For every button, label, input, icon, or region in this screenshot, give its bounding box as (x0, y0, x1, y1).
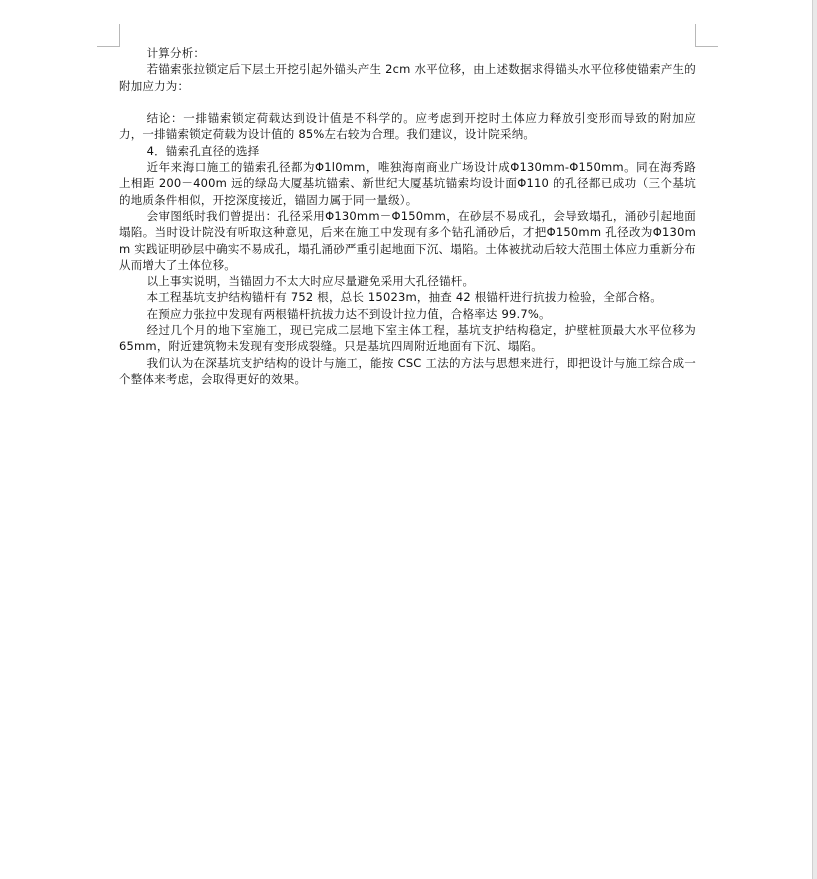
paragraph-summary-facts: 以上事实说明，当锚固力不太大时应尽量避免采用大孔径锚杆。 (146, 274, 475, 289)
paragraph-haikou-holes: 近年来海口施工的锚索孔径都为Φ1l0mm，唯独海南商业广场设计成Φ130mm-Φ150mm。同在海秀路上相距 200－400m 远的绿岛大厦基坑锚索、新世纪大厦基坑锚索均设计面Φ110 的孔径都已成功（三个基坑的地质条件相似，开挖深度接近，锚固力属于同一量级）。 (119, 160, 696, 207)
paragraph-csc-method: 我们认为在深基坑支护结构的设计与施工，能按 CSC 工法的方法与思想来进行，即把设计与施工综合成一个整体来考虑，会取得更好的效果。 (119, 355, 696, 386)
margin-corner-mark-right (695, 24, 718, 47)
paragraph-displacement: 若锚索张拉锁定后下层土开挖引起外锚头产生 2cm 水平位移，由上述数据求得锚头水平位移使锚索产生的附加应力为： (119, 62, 696, 93)
document-body[interactable] (119, 45, 696, 387)
paragraph-calc-heading: 计算分析： (146, 46, 206, 60)
paragraph-anchor-count: 本工程基坑支护结构锚杆有 752 根，总长 15023m，抽查 42 根锚杆进行抗拔力检验，全部合格。 (146, 290, 662, 305)
paragraph-blank (119, 94, 696, 110)
paragraph-basement-progress: 经过几个月的地下室施工，现已完成二层地下室主体工程，基坑支护结构稳定，护壁桩顶最大水平位移为 65mm，附近建筑物未发现有变形成裂缝。只是基坑四周附近地面有下沉、塌陷。 (119, 323, 696, 354)
window-right-edge (812, 0, 817, 879)
section-heading-hole-diameter: 4．锚索孔直径的选择 (146, 143, 260, 158)
paragraph-design-review: 会审图纸时我们曾提出：孔径采用Φ130mm－Φ150mm，在砂层不易成孔，会导致塌孔，涌砂引起地面塌陷。当时设计院没有听取这种意见，后来在施工中发现有多个钻孔涌砂后，才把Φ150mm 孔径改为Φ130mm 实践证明砂层中确实不易成孔，塌孔涌砂严重引起地面下沉、塌陷。土体被扰动后较大范围土体应力重新分布从而增大了土体位移。 (119, 208, 696, 272)
paragraph-conclusion: 结论：一排锚索锁定荷载达到设计值是不科学的。应考虑到开挖时土体应力释放引变形而导致的附加应力，一排锚索锁定荷载为设计值的 85%左右较为合理。我们建议，设计院采纳。 (119, 111, 696, 142)
paragraph-pass-rate: 在预应力张拉中发现有两根锚杆抗拔力达不到设计拉力值，合格率达 99.7%。 (146, 306, 551, 321)
margin-corner-mark-left (97, 24, 120, 47)
